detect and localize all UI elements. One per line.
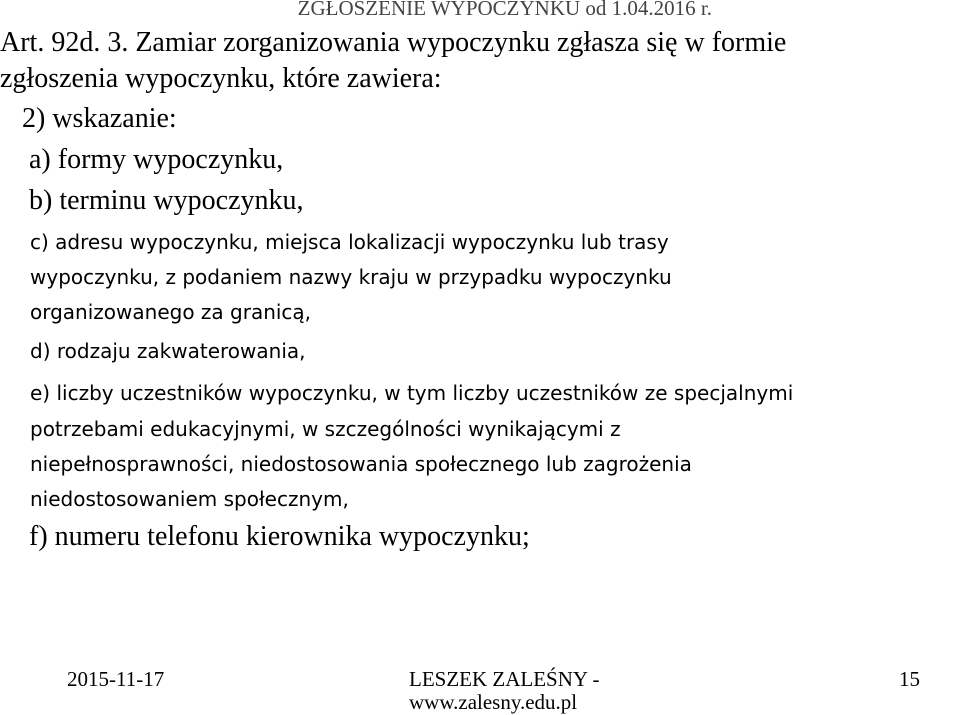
article-item-c-line-1: c) adresu wypoczynku, miejsca lokalizacji wypoczynku lub trasy (30, 230, 669, 254)
article-item-c-line-2: wypoczynku, z podaniem nazwy kraju w przypadku wypoczynku (30, 265, 672, 289)
article-item-d: d) rodzaju zakwaterowania, (30, 339, 306, 363)
article-item-a: a) formy wypoczynku, (29, 144, 284, 175)
footer-page-number: 15 (899, 667, 920, 691)
article-item-f: f) numeru telefonu kierownika wypoczynku; (29, 521, 530, 552)
article-intro-line-2: zgłoszenia wypoczynku, które zawiera: (0, 63, 442, 94)
article-item-2: 2) wskazanie: (22, 103, 177, 134)
slide-header-title: ZGŁOSZENIE WYPOCZYNKU od 1.04.2016 r. (297, 0, 712, 20)
article-item-b: b) terminu wypoczynku, (29, 185, 304, 216)
article-item-e-line-1: e) liczby uczestników wypoczynku, w tym liczby uczestników ze specjalnymi (30, 381, 794, 405)
footer-date: 2015-11-17 (67, 667, 165, 691)
article-item-c-line-3: organizowanego za granicą, (30, 300, 312, 324)
footer-author: LESZEK ZALEŚNY - (409, 667, 600, 691)
article-item-e-line-3: niepełnosprawności, niedostosowania społecznego lub zagrożenia (30, 452, 692, 476)
article-intro-line-1: Art. 92d. 3. Zamiar zorganizowania wypoczynku zgłasza się w formie (0, 27, 787, 58)
footer-website: www.zalesny.edu.pl (409, 690, 578, 714)
article-item-e-line-2: potrzebami edukacyjnymi, w szczególności wynikającymi z (30, 417, 621, 441)
article-item-e-line-4: niedostosowaniem społecznym, (30, 487, 349, 511)
